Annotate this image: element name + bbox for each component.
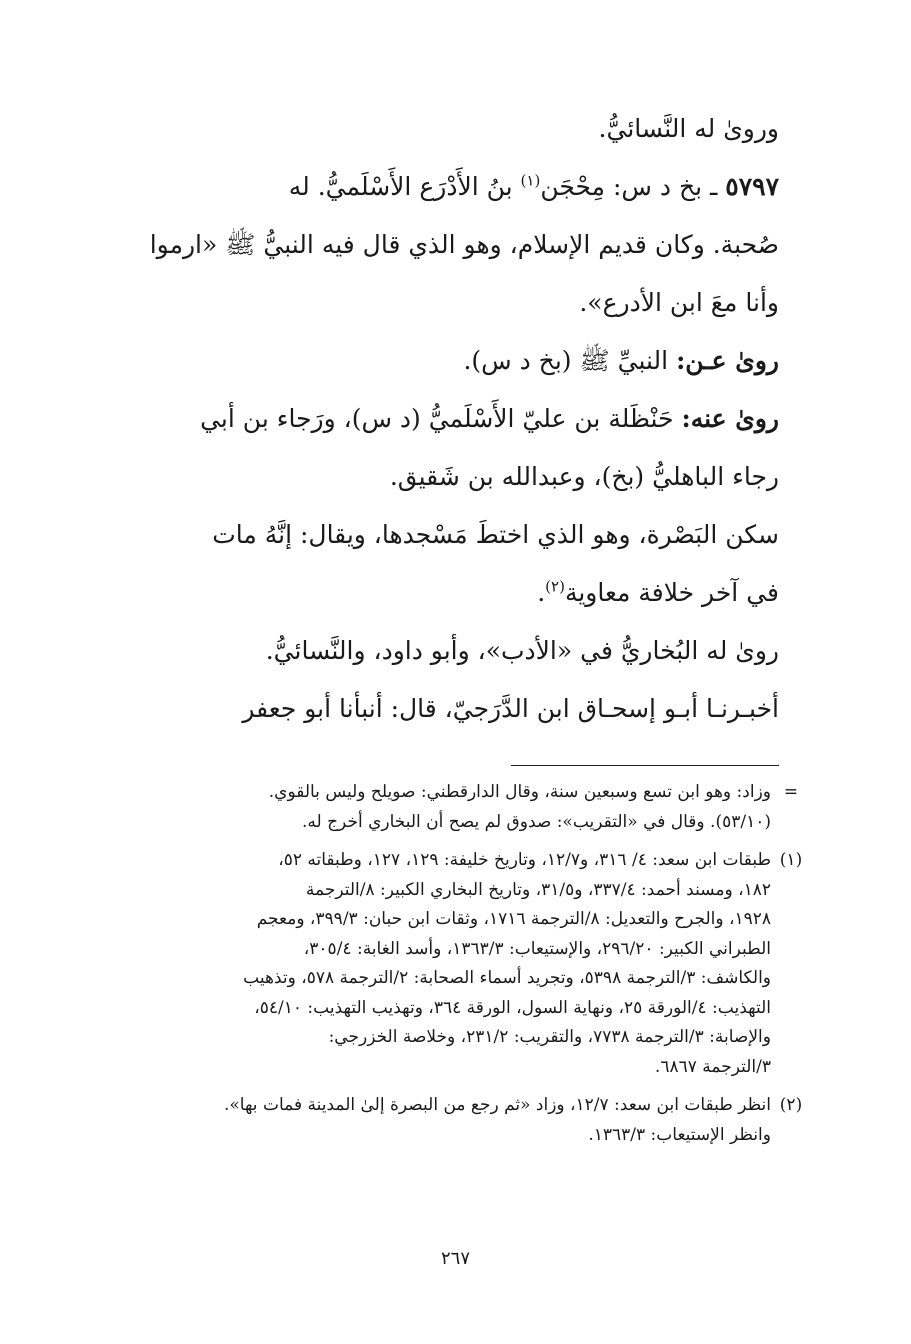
narrated-from-label: رویٰ عـن: xyxy=(676,346,779,375)
entry-number: ٥٧٩٧ xyxy=(725,172,779,201)
footnote-line: التهذيب: ٤/الورقة ٢٥، ونهاية السول، الورقة ٣٦٤، وتهذيب التهذيب: ٥٤/١٠، xyxy=(254,997,771,1018)
text-line-8-content: سكن البَصْرة، وهو الذي اختطَ مَسْجدها، ويقال: إنَّهُ مات xyxy=(212,520,779,549)
footnote-ref-1[interactable]: (١) xyxy=(520,171,541,190)
text-line-7 xyxy=(130,448,779,506)
text-line-4 xyxy=(130,274,779,332)
footnote-line: وزاد: وهو ابن تسع وسبعين سنة، وقال الدارقطني: صويلح وليس بالقوي. xyxy=(268,782,771,802)
narrated-from-line xyxy=(130,332,779,390)
footnote-line: الطبراني الكبير: ٢٩٦/٢٠، والإستيعاب: ١٣٦٣/٣، وأسد الغابة: ٣٠٥/٤، xyxy=(303,938,771,959)
continuation-body xyxy=(130,778,771,837)
text-line-9-content: في آخر خلافة معاوية xyxy=(564,578,779,607)
footnote-divider xyxy=(511,765,779,766)
footnote-2 xyxy=(130,1091,811,1150)
text-line-10-content: رویٰ له البُخاريُّ في «الأدب»، وأبو داود، والنَّسائيُّ. xyxy=(265,636,779,665)
text-line-9-period: . xyxy=(537,578,546,607)
text-line-1 xyxy=(130,100,779,158)
narrators-text: حَنْظَلة بن عليّ الأَسْلَميُّ (د س)، ورَجاء بن أبي xyxy=(200,404,674,433)
text-line-3-content: صُحبة. وكان قديم الإسلام، وهو الذي قال فيه النبيُّ ﷺ «ارموا xyxy=(149,230,779,259)
footnote-line: والكاشف: ٣/الترجمة ٥٣٩٨، وتجريد أسماء الصحابة: ٢/الترجمة ٥٧٨، وتذهيب xyxy=(243,968,771,988)
narrated-from-text: النبيِّ ﷺ (بخ د س). xyxy=(463,346,669,375)
continuation-mark: = xyxy=(783,782,799,802)
text-line-10 xyxy=(130,622,779,680)
footnote-ref-2[interactable]: (٢) xyxy=(545,577,565,596)
footnote-line: ١٩٢٨، والجرح والتعديل: ٨/الترجمة ١٧١٦، وثقات ابن حبان: ٣٩٩/٣، ومعجم xyxy=(256,909,771,929)
footnote-1-mark: (١) xyxy=(779,850,803,870)
footnote-line: وانظر الإستيعاب: ١٣٦٣/٣. xyxy=(588,1124,771,1145)
page-number: ٢٦٧ xyxy=(440,1248,470,1269)
main-text xyxy=(130,100,779,738)
text-line-4-content: وأنا معَ ابن الأدرع». xyxy=(579,288,779,317)
footnote-line: والإصابة: ٣/الترجمة ٧٧٣٨، والتقريب: ٢٣١/٢، وخلاصة الخزرجي: xyxy=(328,1027,771,1047)
footnote-1 xyxy=(130,846,811,1082)
footnote-continuation xyxy=(130,778,811,837)
entry-codes: ـ بخ د س: xyxy=(612,172,718,201)
entry-heading-line xyxy=(130,158,779,216)
text-line-11-content: أخبـرنـا أبـو إسحـاق ابن الدَّرَجيّ، قال: أنبأنا أبو جعفر xyxy=(242,694,779,723)
narrators-line xyxy=(130,390,779,448)
footnote-line: ١٨٢، ومسند أحمد: ٣٣٧/٤، و٣١/٥، وتاريخ البخاري الكبير: ٨/الترجمة xyxy=(305,879,771,900)
footnote-2-body xyxy=(130,1091,771,1150)
text-line-9 xyxy=(130,564,779,622)
text-line-3 xyxy=(130,216,779,274)
footnote-line: ٣/الترجمة ٦٨٦٧. xyxy=(654,1056,771,1077)
footnote-line: طبقات ابن سعد: ٤/ ٣١٦، و١٢/٧، وتاريخ خليفة: ١٢٩، ١٢٧، وطبقاته ٥٢، xyxy=(278,850,771,870)
footnotes xyxy=(130,778,811,1150)
footnote-line: انظر طبقات ابن سعد: ١٢/٧، وزاد «ثم رجع من البصرة إلىٰ المدينة فمات بها». xyxy=(223,1095,771,1115)
text-line-1-content: ورویٰ له النَّسائيُّ. xyxy=(598,114,779,143)
text-line-11 xyxy=(130,680,779,738)
entry-name-rest: بنُ الأَدْرَع الأَسْلَميُّ. له xyxy=(288,172,513,201)
narrators-label: رویٰ عنه: xyxy=(681,404,779,433)
footnote-1-body xyxy=(130,846,771,1082)
text-line-8 xyxy=(130,506,779,564)
footnote-line: (٥٣/١٠). وقال في «التقريب»: صدوق لم يصح أن البخاري أخرج له. xyxy=(301,811,771,832)
entry-name-first: مِحْجَن xyxy=(540,172,606,201)
text-line-7-content: رجاء الباهليُّ (بخ)، وعبدالله بن شَقيق. xyxy=(389,462,779,491)
footnote-2-mark: (٢) xyxy=(779,1095,803,1115)
